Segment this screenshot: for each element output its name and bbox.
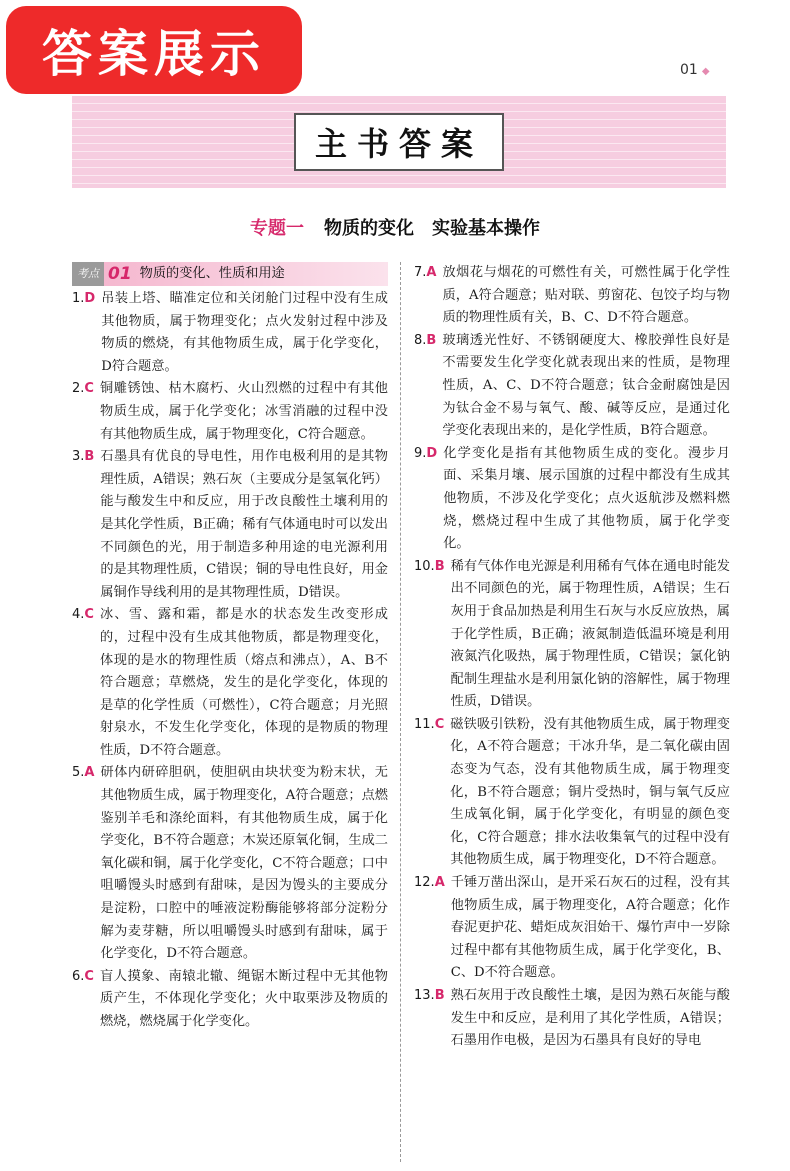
answer-explanation: 磁铁吸引铁粉，没有其他物质生成，属于物理变化，A不符合题意；干冰升华，是二氧化碳由固态变为气态，没有其他物质生成，属于物理变化，B不符合题意；铜片受热时，铜与氧气反应生成氧化铜，属于化学变化，有明显的颜色变化，C符合题意；排水法收集氧气的过程中没有其他物质生成，属于物理变化，D不符合题意。 xyxy=(450,716,730,868)
answer-explanation: 熟石灰用于改良酸性土壤，是因为熟石灰能与酸发生中和反应，是利用了其化学性质，A错误；石墨用作电极，是因为石墨具有良好的导电 xyxy=(450,988,730,1049)
answer-explanation: 盲人摸象、南辕北辙、绳锯木断过程中无其他物质产生，不体现化学变化；火中取栗涉及物质的燃烧，燃烧属于化学变化。 xyxy=(99,968,388,1029)
answer-explanation: 吊装上塔、瞄准定位和关闭舱门过程中没有生成其他物质，属于物理变化；点火发射过程中涉及物质的燃烧，有其他物质生成，属于化学变化，D符合题意。 xyxy=(101,291,388,374)
answer-number: 8.B xyxy=(414,332,437,348)
answer-number: 2.C xyxy=(72,381,94,397)
answer-explanation: 石墨具有优良的导电性，用作电极利用的是其物理性质，A错误；熟石灰（主要成分是氢氧化钙）能与酸发生中和反应，用于改良酸性土壤利用的是其化学性质，B正确；稀有气体通电时可以发出不同颜色的光，用于制造多种用途的电光源利用的是其物理性质，C错误；铜的导电性良好，用金属铜作导线利用的是其物理性质，D错误。 xyxy=(100,449,388,600)
answer-number: 3.B xyxy=(72,449,95,465)
answer-choice: B xyxy=(434,988,445,1003)
kaodian-header xyxy=(72,262,388,286)
answer-number: 5.A xyxy=(72,765,95,781)
answer-number: 7.A xyxy=(414,265,437,280)
topic-label: 专题一 xyxy=(250,218,304,239)
answer-choice: C xyxy=(434,716,445,732)
left-answer-list xyxy=(72,288,388,1034)
answer-explanation: 研体内研碎胆矾，使胆矾由块状变为粉末状，无其他物质生成，属于物理变化，A符合题意；点燃鉴别羊毛和涤纶面料，有其他物质生成，属于化学变化，B不符合题意；木炭还原氧化铜，生成二氧化碳和铜，属于化学变化，C不符合题意；口中咀嚼馒头时感到有甜味，是因为馒头的主要成分是淀粉，口腔中的唾液淀粉酶能够将部分淀粉分解为麦芽糖，所以咀嚼馒头时感到有甜味，属于化学变化，D不符合题意。 xyxy=(100,765,388,962)
page-number: 01 ◆ xyxy=(680,62,710,78)
answer-choice: B xyxy=(426,332,437,348)
answer-item xyxy=(72,604,388,762)
answer-item xyxy=(414,872,730,985)
right-answer-list xyxy=(414,262,730,1053)
answer-explanation: 铜雕锈蚀、枯木腐朽、火山烈燃的过程中有其他物质生成，属于化学变化；冰雪消融的过程中没有其他物质生成，属于物理变化，C符合题意。 xyxy=(99,381,388,442)
answer-item xyxy=(414,443,730,556)
answer-item xyxy=(72,762,388,965)
answer-item xyxy=(414,262,730,330)
answer-choice: A xyxy=(84,765,95,781)
answer-explanation: 化学变化是指有其他物质生成的变化。漫步月面、采集月壤、展示国旗的过程中都没有生成其他物质，不涉及化学变化；点火返航涉及燃料燃烧，燃烧过程中生成了其他物质，属于化学变化。 xyxy=(443,445,730,552)
answer-explanation: 稀有气体作电光源是利用稀有气体在通电时能发出不同颜色的光，属于物理性质，A错误；生石灰用于食品加热是利用生石灰与水反应放热，属于化学性质，B正确；液氮制造低温环境是利用液氮汽化吸热，属于物理性质，C错误；氯化钠配制生理盐水是利用氯化钠的溶解性，属于物理性质，D错误。 xyxy=(450,558,730,710)
answer-number: 13.B xyxy=(414,988,445,1003)
answer-display-badge: 答案展示 xyxy=(6,6,302,94)
answer-item xyxy=(414,556,730,714)
kaodian-number: 01 xyxy=(108,263,132,284)
answer-number: 10.B xyxy=(414,558,445,574)
answer-number: 4.C xyxy=(72,607,94,623)
answer-choice: B xyxy=(84,449,95,465)
answer-choice: D xyxy=(84,291,96,306)
diamond-icon: ◆ xyxy=(701,66,710,77)
answer-item xyxy=(414,714,730,872)
topic-name: 物质的变化 实验基本操作 xyxy=(324,218,540,239)
answer-explanation: 玻璃透光性好、不锈钢硬度大、橡胶弹性良好是不需要发生化学变化就表现出来的性质，是物理性质，A、C、D不符合题意；钛合金耐腐蚀是因为钛合金不易与氧气、酸、碱等反应，是通过化学变化表现出来的，是化学性质，B符合题意。 xyxy=(442,332,730,439)
answer-explanation: 千锤万凿出深山，是开采石灰石的过程，没有其他物质生成，属于物理变化，A符合题意；化作春泥更护花、蜡炬成灰泪始干、爆竹声中一岁除过程中都有其他物质生成，属于化学变化，B、C、D不符合题意。 xyxy=(450,875,730,981)
answer-number: 1.D xyxy=(72,291,96,306)
answer-item xyxy=(72,446,388,604)
answer-number: 12.A xyxy=(414,875,445,891)
answer-number: 6.C xyxy=(72,968,94,984)
answer-choice: A xyxy=(426,265,437,280)
topic-heading xyxy=(0,214,790,240)
left-column xyxy=(72,262,388,1034)
answer-choice: B xyxy=(434,558,445,574)
answer-item xyxy=(72,288,388,378)
answer-explanation: 放烟花与烟花的可燃性有关，可燃性属于化学性质，A符合题意；贴对联、剪窗花、包饺子均与物质的物理性质有关，B、C、D不符合题意。 xyxy=(442,265,730,326)
kaodian-title: 物质的变化、性质和用途 xyxy=(139,265,285,281)
right-column xyxy=(414,262,730,1053)
title-banner xyxy=(72,96,726,188)
column-divider xyxy=(400,262,401,1162)
answer-choice: C xyxy=(84,968,94,984)
answer-item xyxy=(414,330,730,443)
answer-number: 11.C xyxy=(414,716,445,732)
answer-choice: D xyxy=(426,445,438,461)
answer-item xyxy=(72,966,388,1034)
kaodian-tag: 考点 xyxy=(72,262,104,286)
answer-choice: C xyxy=(84,607,94,623)
answer-choice: A xyxy=(434,875,445,891)
answer-item xyxy=(72,378,388,446)
answer-explanation: 冰、雪、露和霜，都是水的状态发生改变形成的，过程中没有生成其他物质，都是物理变化，体现的是水的物理性质（熔点和沸点），A、B不符合题意；草燃烧，发生的是化学变化，体现的是草的化学性质（可燃性），C符合题意；月光照射泉水，不发生化学变化，体现的是物质的物理性质，D不符合题意。 xyxy=(99,607,388,758)
banner-title: 主书答案 xyxy=(294,113,504,171)
answer-choice: C xyxy=(84,381,94,397)
answer-item xyxy=(414,985,730,1053)
answer-number: 9.D xyxy=(414,445,438,461)
